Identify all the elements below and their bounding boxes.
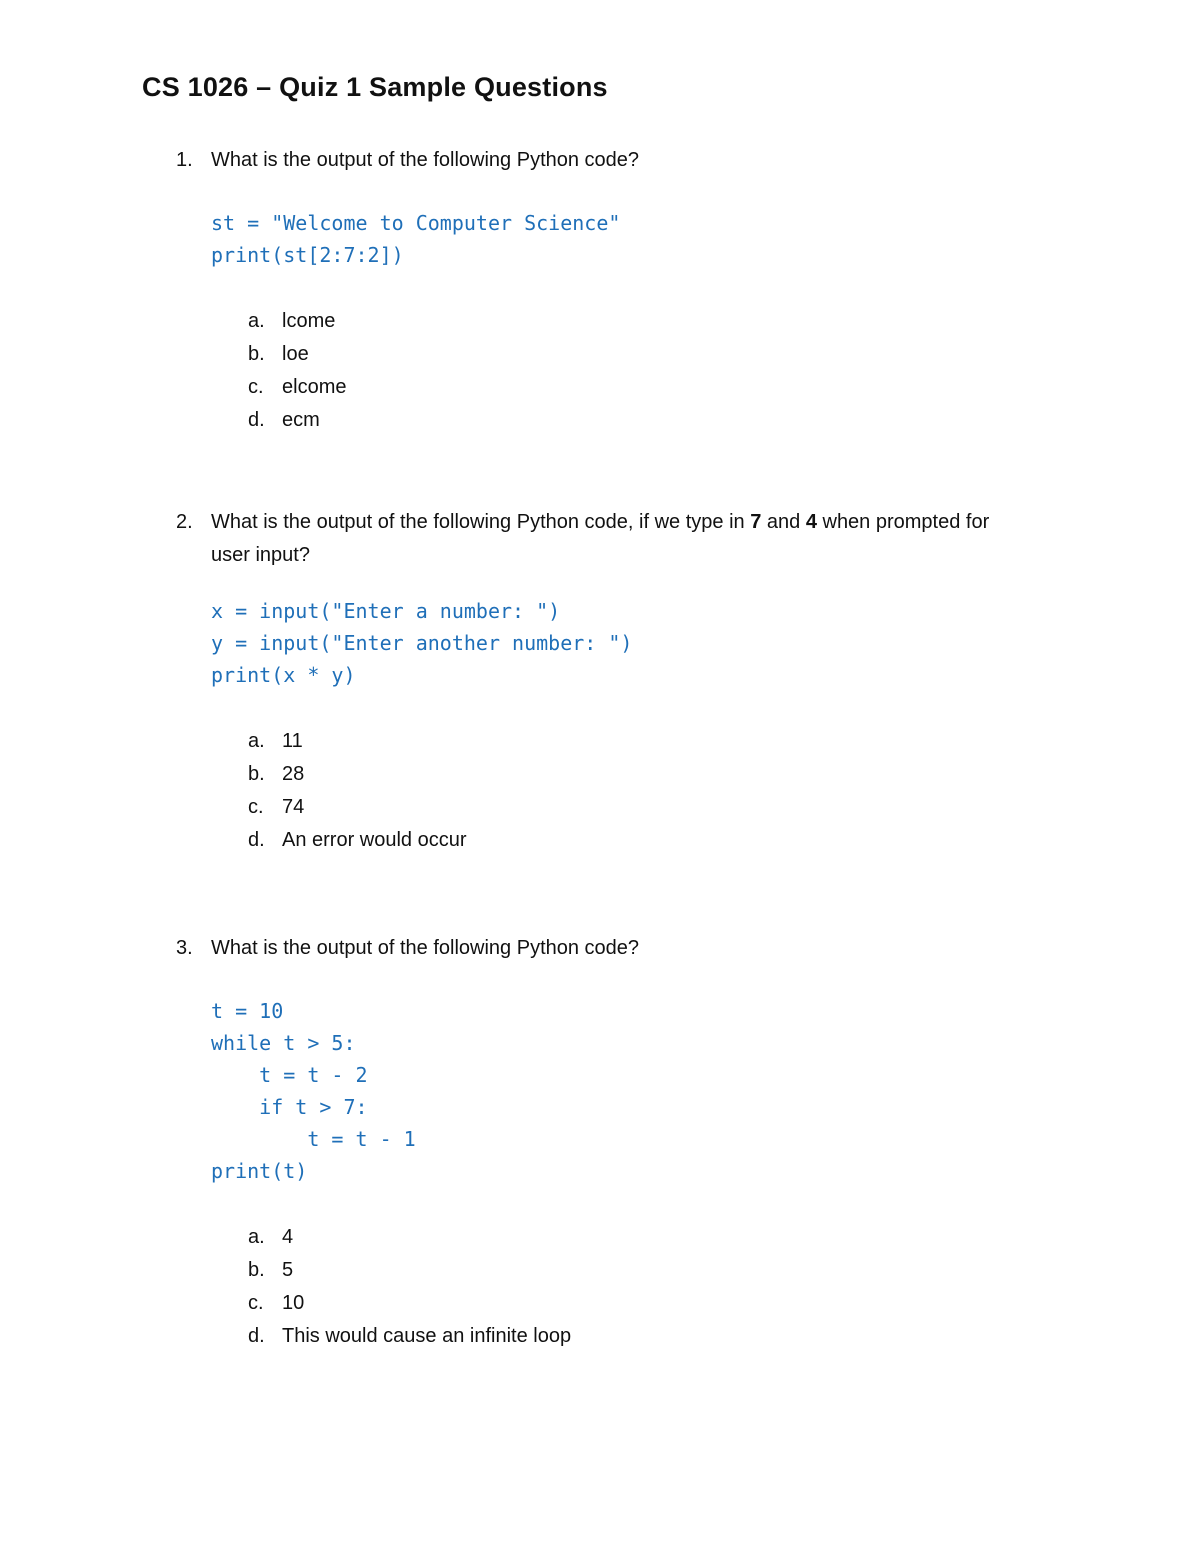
option-text: 10	[282, 1292, 305, 1314]
question-2-option-c	[248, 791, 996, 824]
question-3	[176, 932, 996, 1353]
question-2-text-after: when prompted for user input?	[211, 511, 990, 566]
question-3-text: What is the output of the following Python code?	[211, 937, 640, 959]
question-1-code: st = "Welcome to Computer Science" print(st[2:7:2])	[211, 211, 621, 267]
option-letter: d.	[248, 829, 265, 851]
question-3-option-d	[248, 1320, 996, 1353]
question-2-joiner: and	[761, 511, 806, 533]
question-2-number: 2.	[176, 511, 193, 533]
question-1-number: 1.	[176, 149, 193, 171]
option-text: 28	[282, 763, 305, 785]
option-letter: a.	[248, 1226, 265, 1248]
question-2	[176, 506, 996, 857]
question-2-text-before: What is the output of the following Python code, if we type in	[211, 511, 751, 533]
option-text: 5	[282, 1259, 294, 1281]
question-2-option-d	[248, 824, 996, 857]
question-1-option-d	[248, 404, 996, 437]
option-text: ecm	[282, 409, 320, 431]
option-text: An error would occur	[282, 829, 467, 851]
question-1	[176, 144, 996, 437]
question-2-prompt	[176, 506, 996, 572]
option-letter: c.	[248, 1292, 264, 1314]
option-text: 11	[282, 730, 303, 752]
question-2-option-a	[248, 725, 996, 758]
question-1-option-b	[248, 338, 996, 371]
option-letter: c.	[248, 376, 264, 398]
option-text: This would cause an infinite loop	[282, 1325, 572, 1347]
question-2-option-b	[248, 758, 996, 791]
question-2-code: x = input("Enter a number: ") y = input("Enter another number: ") print(x * y)	[211, 599, 633, 687]
question-3-code: t = 10 while t > 5: t = t - 2 if t > 7: t = t - 1 print(t)	[211, 999, 416, 1183]
option-text: lcome	[282, 310, 336, 332]
option-letter: a.	[248, 730, 265, 752]
question-3-prompt	[176, 932, 996, 965]
option-text: 74	[282, 796, 305, 818]
question-3-option-a	[248, 1221, 996, 1254]
question-3-option-b	[248, 1254, 996, 1287]
question-2-options	[176, 725, 996, 857]
option-text: 4	[282, 1226, 294, 1248]
question-1-option-a	[248, 305, 996, 338]
question-3-options	[176, 1221, 996, 1353]
option-letter: b.	[248, 343, 265, 365]
question-1-prompt	[176, 144, 996, 177]
option-letter: b.	[248, 1259, 265, 1281]
option-letter: a.	[248, 310, 265, 332]
option-letter: c.	[248, 796, 264, 818]
question-3-number: 3.	[176, 937, 193, 959]
page-title: CS 1026 – Quiz 1 Sample Questions	[142, 72, 608, 102]
question-2-value-two: 4	[805, 511, 817, 533]
question-1-text: What is the output of the following Python code?	[211, 149, 640, 171]
question-1-option-c	[248, 371, 996, 404]
option-text: loe	[282, 343, 309, 365]
option-letter: d.	[248, 409, 265, 431]
option-text: elcome	[282, 376, 347, 398]
question-2-value-one: 7	[750, 511, 762, 533]
option-letter: d.	[248, 1325, 265, 1347]
option-letter: b.	[248, 763, 265, 785]
question-3-option-c	[248, 1287, 996, 1320]
question-1-options	[176, 305, 996, 437]
